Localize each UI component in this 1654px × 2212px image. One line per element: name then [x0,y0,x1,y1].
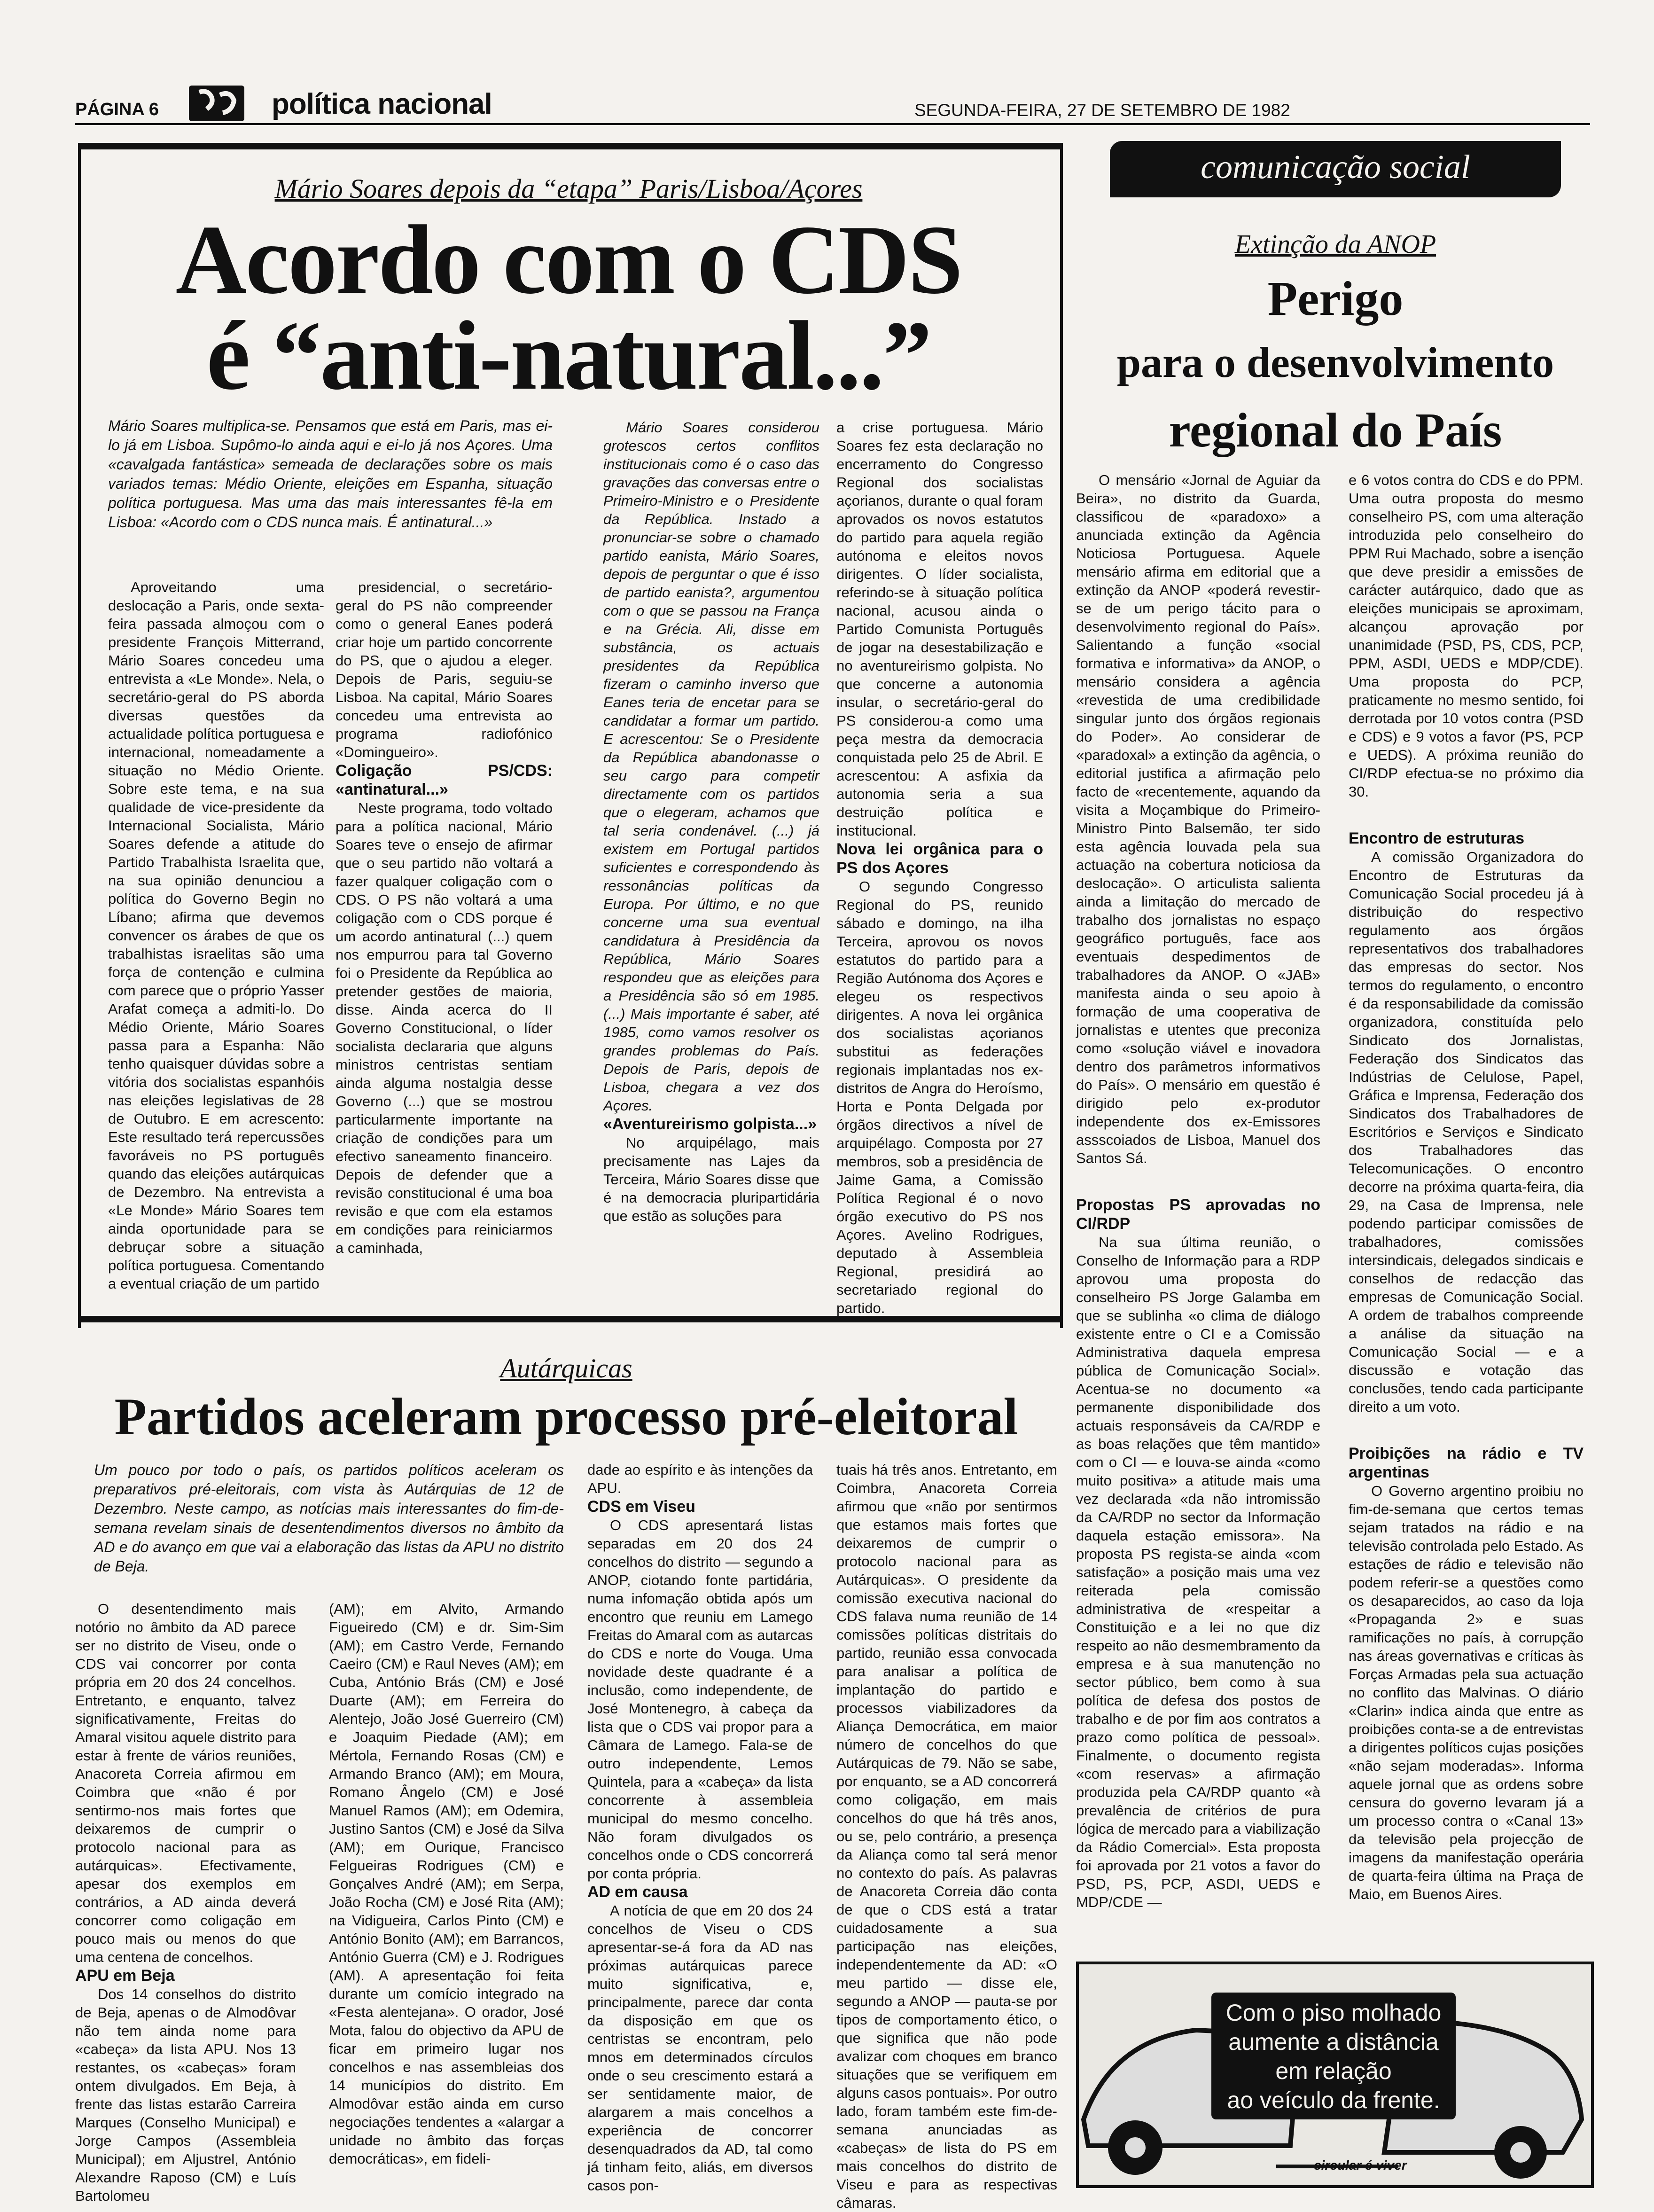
second-col1b-text: Dos 14 conselhos do distrito de Beja, apenas o de Almodôvar não tem ainda nome para «cabeça» da lista APU. Nos 13 restantes, os «cabeças» foram ontem divulgados. Em Beja, à frente das listas estarão Carreira Marques (Conselho Municipal) e Jorge Campos (Assembleia Municipal); em Aljustrel, António Alexandre Raposo (CM) e Luís Bartolomeu [75,1986,296,2204]
second-col1a-text: O desentendimento mais notório no âmbito da AD parece ser no distrito de Viseu, onde o CDS vai concorrer por conta própria em 20 dos 24 concelhos. Entretanto, e enquanto, talvez significativamente, Freitas do Amaral visitou aquele distrito para estar à frente de vários reuniões, Anacoreta Correia afirmou em Coimbra que «não é por sentirmo-nos mais fortes que deixaremos de cumprir o protocolo nacional para as autárquicas». Efectivamente, apesar dos exemplos em contrários, a AD ainda deverá concorrer como coligação em pouco mais ou menos do que uma centena de concelhos. [75,1601,296,1965]
lead-intro: Mário Soares multiplica-se. Pensamos que está em Paris, mas ei-lo já em Lisboa. Supômo-lo ainda aqui e ei-lo já nos Açores. Uma «cavalgada fantástica» semeada de declarações sobre os mais variados temas: Médio Oriente, eleições em Espanha, situação política portuguesa. Mas uma das mais interessantes fê-la em Lisboa: «Acordo com o CDS nunca mais. É antinatural...» [108,417,553,531]
lead-col1-text: Aproveitando uma deslocação a Paris, onde sexta-feira passada almoçou com o presidente François Mitterrand, Mário Soares concedeu uma entrevista a «Le Monde». Nela, o secretário-geral do PS aborda diversas questões da actualidade política portuguesa e internacional, nomeadamente a situação no Médio Oriente. Sobre este tema, e na sua qualidade de vice-presidente da Internacional Socialista, Mário Soares defende a atitude do Partido Trabalhista Israelita que, na sua opinião denunciou a política do Governo Begin no Líbano; afirma que devemos convencer os árabes de que os trabalhistas israelitas são uma força de contenção e culmina com parece que o próprio Yasser Arafat começa a admiti-lo. Do Médio Oriente, Mário Soares passa para a Espanha: Não tenho quaisquer dúvidas sobre a vitória dos socialistas espanhóis nas eleições legislativas de 28 de Outubro. E em acrescento: Este resultado terá repercussões favoráveis no PS português quando das eleições autárquicas de Dezembro. Na entrevista a «Le Monde» Mário Soares tem ainda oportunidade para se debruçar sobre a situação política portuguesa. Comentando a eventual criação de um partido [108,579,324,1292]
lead-col4a-text: a crise portuguesa. Mário Soares fez esta declaração no encerramento do Congresso Regional dos socialistas açorianos, durante o qual foram aprovados os novos estatutos do partido para aquela região autónoma e eleitos novos dirigentes. O líder socialista, referindo-se à situação política nacional, acusou ainda o Partido Comunista Português de jogar na desestabilização e no aventureirismo golpista. No que concerne a autonomia insular, o secretário-geral do PS considerou-a como uma peça mestra da democracia conquistada pelo 25 de Abril. E acrescentou: A asfixia da autonomia seria a sua destruição política e institucional. [836,419,1043,839]
ad-signature: circular é viver [1314,2158,1407,2173]
lead-subhead-lei-organica: Nova lei orgânica para o PS dos Açores [836,840,1043,877]
ad-line3: em relação [1275,2058,1392,2084]
page-date: SEGUNDA-FEIRA, 27 DE SETEMBRO DE 1982 [914,101,1290,120]
right-col1a-text: O mensário «Jornal de Aguiar da Beira», no distrito da Guarda, classificou de «paradoxo» a anunciada extinção da Agência Noticiosa Portuguesa. Aquele mensário afirma em editorial que a extinção da ANOP «poderá revestir-se de um perigo tácito para o desenvolvimento regional do País». Salientando a função «social formativa e informativa» da ANOP, o mensário considera a agência «revestida de uma credibilidade singular junto dos órgãos regionais do Poder». Ao considerar de «paradoxal» a extinção da agência, o editorial justifica a afirmação pelo facto de «recentemente, aquando da visita a Moçambique do Primeiro-Ministro Pinto Balsemão, ter sido esta agência louvada pela sua actuação na cobertura noticiosa da deslocação». O articulista salienta ainda a limitação do mercado de trabalho dos jornalistas no espaço geográfico português, face aos eventuais despedimentos de trabalhadores da ANOP. O «JAB» manifesta ainda o seu apoio à formação de uma cooperativa de jornalistas e utentes que preconiza como «solução viável e inovadora dentro dos parâmetros informativos do País». O mensário em questão é dirigido pelo ex-produtor independente dos ex-Emissores assscoiados de Lisboa, Manuel dos Santos Sá. [1076,472,1320,1166]
lead-kicker: Mário Soares depois da “etapa” Paris/Lisboa/Açores [274,173,863,204]
ad-message-box [1211,1993,1456,2119]
ad-line2: aumente a distância [1228,2029,1439,2055]
second-col3c-text: A notícia de que em 20 dos 24 concelhos de Viseu o CDS apresentar-se-á fora da AD nas próximas autárquicas parece muito significativa, e, principalmente, parece dar conta da disposição em que os centristas se encontram, pelo mnos em determinados círculos onde o seu crescimento estará a ser sentidamente maior, de alargarem a mais concelhos a experiência de concorrer desenquadrados da AD, tal como já tinham feito, aliás, em diversos casos pon- [587,1902,813,2194]
lead-col4b-text: O segundo Congresso Regional do PS, reunido sábado e domingo, na ilha Terceira, aprovou os novos estatutos do partido para a Região Autónoma dos Açores e elegeu os respectivos dirigentes. A nova lei orgânica dos socialistas açorianos substitui as federações regionais implantadas nos ex-distritos de Angra do Heroísmo, Horta e Ponta Delgada por órgãos directivos a nível de arquipélago. Composta por 27 membros, sob a presidência de Jaime Gama, a Comissão Política Regional é o novo órgão executivo do PS nos Açores. Avelino Rodrigues, deputado à Assembleia Regional, presidirá ao secretariado regional do partido. [836,878,1043,1316]
ad-line1: Com o piso molhado [1225,2000,1442,2026]
right-col2a-text: e 6 votos contra do CDS e do PPM. Uma outra proposta do mesmo conselheiro PS, com uma alteração introduzida pelo conselheiro do PPM Rui Machado, sobre a isenção que deve presidir a emissões de carácter autárquico, dado que as eleições municipais se aproximam, alcançou aprovação por unanimidade (PSD, PS, CDS, PCP, PPM, ASDI, UEDS e MDP/CDE). Uma proposta do PCP, praticamente no mesmo sentido, foi derrotada por 10 votos contra (PSD e CDS) e 9 votos a favor (PS, PCP e UEDS). A próxima reunião do CI/RDP efectua-se no próximo dia 30. [1349,472,1584,800]
lead-col2a-text: presidencial, o secretário-geral do PS não compreender como o general Eanes poderá criar hoje um partido concorrente do PS, que o ajudou a eleger. Depois de Paris, seguiu-se Lisboa. Na capital, Mário Soares concedeu uma entrevista ao programa radiofónico «Domingueiro». [335,579,553,760]
right-subhead-encontro: Encontro de estruturas [1349,829,1525,847]
lead-column-1 [108,578,324,1306]
second-column-2 [329,1600,564,2206]
second-subhead-apu-beja: APU em Beja [75,1967,175,1985]
logo-glyph-icon [189,86,244,121]
right-col2c-text: O Governo argentino proibiu no fim-de-semana que certos temas sejam tratados na rádio e na televisão controlada pelo Estado. As estações de rádio e televisão não podem referir-se a questões como os desaparecidos, ao caso da loja «Propaganda 2» e suas ramificações no país, à corrupção nas áreas governativas e críticas às Forças Armadas pela sua actuação no conflito das Malvinas. O diário «Clarin» indica ainda que entre as proibições conta-se a de entrevistas a dirigentes políticos cujas posições «não sejam moderadas». Informa aquele jornal que as ordens sobre censura do governo levaram já a um processo contra o «Canal 13» da televisão pela projecção de imagens da manifestação operária de quarta-feira última na Praça de Maio, em Buenos Aires. [1349,1483,1584,1902]
comunicacao-social-banner [1110,141,1561,197]
second-column-1 [75,1600,296,2206]
lead-frame-top-rule [78,143,1063,149]
lead-headline-line1: Acordo com o CDS [175,205,962,314]
second-col3a-text: dade ao espírito e às intenções da APU. [587,1462,813,1496]
ad-line4: ao veículo da frente. [1227,2087,1440,2113]
second-col2-text: (AM); em Alvito, Armando Figueiredo (CM) e dr. Sim-Sim (AM); em Castro Verde, Fernando Caeiro (CM) e Raul Neves (AM); em Cuba, António Brás (CM) e José Duarte (AM); em Ferreira do Alentejo, João José Guerreiro (CM) e Joaquim Piedade (AM); em Mértola, Fernando Rosas (CM) e Armando Branco (AM); em Moura, Romano Ângelo (CM) e José Manuel Ramos (AM); em Odemira, Justino Santos (CM) e José da Silva (AM); em Ourique, Francisco Felgueiras Rodrigues (CM) e Gonçalves André (AM); em Serpa, João Rocha (CM) e José Rita (AM); na Vidigueira, Carlos Pinto (CM) e António Bonito (AM); em Barrancos, António Guerra (CM) e J. Rodrigues (AM). A apresentação foi feita durante um comício integrado na «Festa alentejana». O orador, José Mota, falou do objectivo da APU de ficar em primeiro lugar nos concelhos e nas assembleias dos 14 municípios do distrito. Em Almodôvar estão ainda em curso negociações tendentes a «alargar a unidade no âmbito das forças democráticas», em fideli- [329,1601,564,2167]
right-subhead-proibicoes: Proibições na rádio e TV argentinas [1349,1445,1584,1481]
second-column-3 [587,1461,813,2208]
right-col1b-text: Na sua última reunião, o Conselho de Informação para a RDP aprovou uma proposta do conselheiro PS Jorge Galamba em que se sublinha «o clima de diálogo existente entre o CI e a Comissão Administrativa daquela empresa pública de Comunicação Social». Acentua-se no documento «a permanente disponibilidade dos actuais responsáveis da CA/RDP e as boas relações que têm mantido» com o CI — e louva-se ainda «como muito positiva» a atitude mais uma vez declarada «da não intromissão da CA/RDP no sector da Informação daquela estação emissora». Na proposta PS regista-se ainda «com satisfação» a posição mais uma vez reiterada pela comissão administrativa de «respeitar a Constituição e a lei no que diz respeito ao não desmembramento da empresa e à sua manutenção no sector público, bem como à sua política de defesa dos postos de trabalho e de por fim aos contratos a prazo como política de pessoal». Finalmente, o documento regista «com reservas» a afirmação produzida pela CA/RDP quanto «à prevalência de critérios de pura lógica de mercado para a viabilização da Rádio Comercial». Esta proposta foi aprovada por 21 votos a favor do PSD, PS, PCP, ASDI, UEDS e MDP/CDE — [1076,1234,1320,1910]
second-subhead-cds-viseu: CDS em Viseu [587,1498,695,1516]
second-col3b-text: O CDS apresentará listas separadas em 20 dos 24 concelhos do distrito — segundo a ANOP, ciotando fonte partidária, numa infomação obtida após um encontro que reuniu em Lamego Freitas do Amaral com as autarcas do CDS e norte do Vouga. Uma novidade deste quadrante é a inclusão, como independente, de José Montenegro, à cabeça da lista que o CDS vai propor para a Câmara de Lamego. Fala-se de outro independente, Lemos Quintela, para a «cabeça» da lista concorrente à assembleia municipal do mesmo concelho. Não foram divulgados os concelhos onde o CDS concorrerá por conta própria. [587,1517,813,1882]
page-label: PÁGINA 6 [75,100,159,119]
newspaper-logo [189,86,244,121]
lead-subhead-coligacao: Coligação PS/CDS: «antinatural...» [335,762,553,798]
lead-column-3 [603,418,819,1306]
second-intro: Um pouco por todo o país, os partidos políticos aceleram os preparativos pré-eleitorais, com vista às Autárquias de 12 de Dezembro. Neste campo, as notícias mais interessantes do fim-de-semana revelam sinais de desentendimentos diversos no âmbito da AD e do avanço em que vai a elaboração das listas da APU no distrito de Beja. [94,1462,564,1575]
banner-title: comunicação social [1201,148,1470,186]
road-safety-ad [1076,1962,1594,2188]
second-column-4 [836,1461,1057,2211]
lead-col3a-text: Mário Soares considerou grotescos certos conflitos institucionais como é o caso das gravações das conversas entre o Primeiro-Ministro e o Presidente da República. Instado a pronunciar-se sobre o chamado partido eanista, Mário Soares, depois de perguntar o que é isso de partido eanista?, argumentou com o que se passou na França e na Grécia. Ali, disse em substância, os actuais presidentes da República fizeram o caminho inverso que Eanes teria de encetar para se candidatar a formar um partido. E acrescentou: Se o Presidente da República abandonasse o seu cargo para competir directamente com os partidos que o elegeram, achamos que tal seria condenável. (...) já existem em Portugal partidos suficientes e correspondendo às ressonâncias políticas da Europa. Por último, e no que concerne uma sua eventual candidatura à Presidência da República, Mário Soares respondeu que as eleições para a Presidência são só em 1985.(...) Mais importante é saber, até 1985, como vamos resolver os grandes problemas do País. Depois de Paris, depois de Lisboa, chegara a vez dos Açores. [603,419,819,1114]
second-col4-text: tuais há três anos. Entretanto, em Coimbra, Anacoreta Correia afirmou que «não por sentirmos que estamos mais fortes que deixaremos de cumprir o protocolo nacional para as Autárquicas». O presidente da comissão executiva nacional do CDS falava numa reunião de 14 comissões políticas distritais do partido, reunião essa convocada para analisar a política de implantação do partido e processos viabilizadores da Aliança Democrática, em maior número de concelhos do que Autárquicas de 79. Não se sabe, por enquanto, se a AD concorrerá como coligação, em mais concelhos do que há três anos, ou se, pelo contrário, a presença da Aliança como tal será menor no contexto do país. As palavras de Anacoreta Correia dão conta de que o CDS está a tratar cuidadosamente a sua participação nas eleições, independentemente da AD: «O meu partido — disse ele, segundo a ANOP — pauta-se por tipos de comportamento ético, o que significa que não pode avalizar com choques em branco situações que se verifiquem em alguns casos pontuais». Por outro lado, foram também este fim-de-semana anunciadas as «cabeças» de lista do PS em mais concelhos do distrito de Viseu e para as respectivas câmaras. [836,1462,1057,2211]
lead-column-4 [836,418,1043,1316]
lead-headline-line2: é “anti-natural...” [206,301,931,410]
second-headline: Partidos aceleram processo pré-eleitoral [114,1388,1018,1446]
right-column-2 [1349,471,1584,1956]
second-kicker: Autárquicas [500,1353,632,1383]
second-subhead-ad-causa: AD em causa [587,1883,688,1901]
right-headline-line2: para o desenvolvimento [1116,338,1554,386]
right-column-1 [1076,471,1320,2153]
right-kicker: Extinção da ANOP [1234,230,1436,259]
lead-column-2 [335,578,553,1306]
right-headline-line3: regional do País [1169,403,1502,457]
lead-subhead-aventureirismo: «Aventureirismo golpista...» [603,1115,817,1133]
lead-col2b-text: Neste programa, todo voltado para a política nacional, Mário Soares teve o ensejo de afirmar que o seu partido não voltará a fazer qualquer coligação com o CDS. O PS não voltará a uma coligação com o CDS porque é um acordo antinatural (...) quem nos empurrou para tal Governo foi o Presidente da República ao pretender gestões de maioria, disse. Ainda acerca do II Governo Constitucional, o líder socialista declararia que alguns ministros centristas sentiam ainda alguma nostalgia desse Governo (...) que se mostrou particularmente importante na criação de condições para um efectivo saneamento financeiro. Depois de defender que a revisão constitucional é uma boa revisão e que com ela estamos em condições para reiniciarmos a caminhada, [335,800,553,1256]
section-title: política nacional [272,88,492,120]
header-rule [75,123,1590,125]
lead-col3b-text: No arquipélago, mais precisamente nas Lajes da Terceira, Mário Soares disse que é na democracia pluripartidária que estão as soluções para [603,1134,819,1224]
right-headline-line1: Perigo [1267,272,1404,326]
right-col2b-text: A comissão Organizadora do Encontro de Estruturas da Comunicação Social procedeu já à distribuição do respectivo regulamento aos órgãos representativos dos trabalhadores das empresas do sector. Nos termos do regulamento, o encontro é da responsabilidade da comissão organizadora, constituída pelo Sindicato dos Jornalistas, Federação dos Sindicatos das Indústrias de Celulose, Papel, Gráfica e Imprensa, Federação dos Sindicatos dos Trabalhadores de Escritórios e Serviços e Sindicato dos Trabalhadores das Telecomunicações. O encontro decorre na próxima quarta-feira, dia 29, na Casa de Imprensa, nele podendo participar comissões de trabalhadores, comissões intersindicais, delegados sindicais e conselhos de redacção das empresas de Comunicação Social. A ordem de trabalhos compreende a análise da situação na Comunicação Social — e a discussão e votação das conclusões, tendo cada participante direito a um voto. [1349,849,1584,1415]
right-subhead-propostas: Propostas PS aprovadas no CI/RDP [1076,1196,1320,1233]
